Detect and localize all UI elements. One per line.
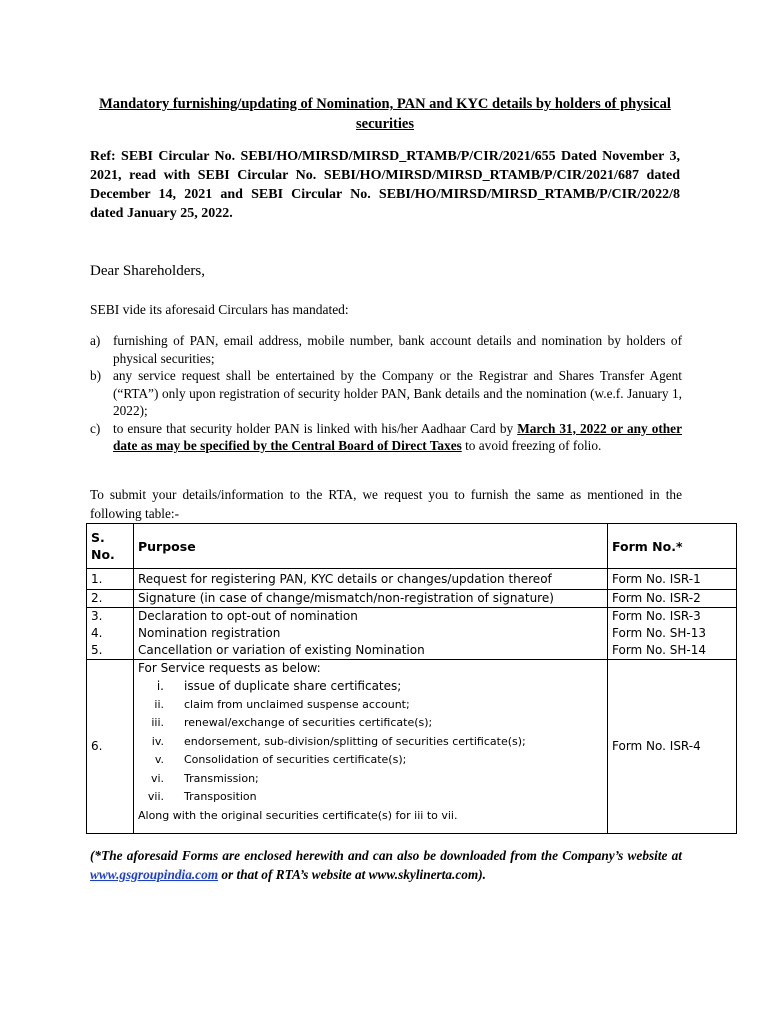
service-request-item	[138, 714, 603, 733]
row-purpose: Cancellation or variation of existing Nomination	[134, 642, 608, 660]
item-text: renewal/exchange of securities certificate(s);	[184, 716, 433, 729]
service-request-item	[138, 733, 603, 752]
service-requests-note: Along with the original securities certificate(s) for iii to vii.	[138, 808, 458, 822]
circular-reference: Ref: SEBI Circular No. SEBI/HO/MIRSD/MIRSD_RTAMB/P/CIR/2021/655 Dated November 3, 2021, read with SEBI Circular No. SEBI/HO/MIRSD/MIRSD_RTAMB/P/CIR/2021/687 dated December 14, 2021 and SEBI Circular No. SEBI/HO/MIRSD/MIRSD_RTAMB/P/CIR/2022/8 dated January 25, 2022.	[90, 149, 680, 221]
item-numeral: ii.	[154, 697, 164, 711]
item-text: issue of duplicate share certificates;	[184, 679, 402, 693]
service-request-item	[138, 677, 603, 696]
row-form: Form No. ISR-2	[608, 590, 737, 608]
list-item-text: to ensure that security holder PAN is linked with his/her Aadhaar Card by	[113, 420, 518, 436]
company-website-link[interactable]: www.gsgroupindia.com	[90, 867, 219, 882]
document-title: Mandatory furnishing/updating of Nomination, PAN and KYC details by holders of physical securities	[99, 96, 671, 132]
row-form: Form No. SH-14	[608, 642, 737, 660]
row-sno: 1.	[87, 569, 134, 590]
row-form: Form No. ISR-4	[608, 660, 737, 834]
row-form: Form No. SH-13	[608, 625, 737, 642]
list-item	[90, 332, 682, 367]
item-text: endorsement, sub-division/splitting of securities certificate(s);	[184, 734, 526, 748]
table-row	[87, 642, 737, 660]
item-text: Transmission;	[184, 771, 259, 785]
row-purpose: Signature (in case of change/mismatch/non-registration of signature)	[134, 590, 608, 608]
footnote-text: (*The aforesaid Forms are enclosed herewith and can also be downloaded from the Company’s website at	[90, 848, 682, 863]
row-sno: 5.	[87, 642, 134, 660]
list-marker: c)	[90, 420, 101, 436]
list-item-text: any service request shall be entertained by the Company or the Registrar and Shares Transfer Agent (“RTA”) only upon registration of security holder PAN, Bank details and the nomination (w.e.f. January 1, 2022);	[113, 368, 682, 418]
item-numeral: vi.	[150, 771, 164, 785]
list-marker: a)	[90, 333, 101, 348]
row-purpose: Nomination registration	[134, 625, 608, 642]
list-item-text: to avoid freezing of folio.	[461, 438, 602, 453]
intro-text: SEBI vide its aforesaid Circulars has mandated:	[90, 302, 349, 317]
item-numeral: vii.	[147, 790, 164, 803]
table-header-row	[87, 524, 737, 569]
row-form: Form No. ISR-1	[608, 569, 737, 590]
service-request-item	[138, 770, 603, 789]
footnote-text: or that of RTA’s website at www.skylinerta.com).	[218, 867, 486, 882]
deadline-emphasis: March 31, 2022 or any other date as may be specified by the Central Board of Direct Taxes	[113, 420, 682, 453]
header-purpose: Purpose	[134, 524, 608, 569]
header-sno: S. No.	[87, 524, 134, 569]
list-item	[90, 420, 682, 455]
header-form: Form No.*	[608, 524, 737, 569]
service-request-item	[138, 696, 603, 715]
mandate-list	[90, 332, 682, 455]
salutation: Dear Shareholders,	[90, 263, 205, 279]
submit-instructions: To submit your details/information to the RTA, we request you to furnish the same as mentioned in the following table:-	[90, 487, 682, 521]
forms-table	[86, 523, 737, 834]
row-sno: 6.	[87, 660, 134, 834]
row-sno: 3.	[87, 608, 134, 626]
table-row	[87, 608, 737, 626]
item-numeral: i.	[156, 679, 164, 693]
item-text: claim from unclaimed suspense account;	[184, 697, 410, 711]
list-item-text: furnishing of PAN, email address, mobile number, bank account details and nomination by holders of physical securities;	[113, 333, 682, 366]
table-row	[87, 569, 737, 590]
item-numeral: v.	[154, 753, 164, 766]
service-requests-lead: For Service requests as below:	[138, 661, 321, 675]
row-purpose: Declaration to opt-out of nomination	[134, 608, 608, 626]
service-request-item	[138, 751, 603, 770]
item-text: Consolidation of securities certificate(s);	[184, 753, 407, 766]
table-row	[87, 590, 737, 608]
row-sno: 2.	[87, 590, 134, 608]
table-row	[87, 625, 737, 642]
item-numeral: iii.	[151, 716, 164, 729]
row-sno: 4.	[87, 625, 134, 642]
list-item	[90, 367, 682, 420]
list-marker: b)	[90, 368, 102, 383]
item-text: Transposition	[184, 790, 257, 803]
service-request-item	[138, 788, 603, 807]
footnote	[90, 846, 682, 884]
table-row	[87, 660, 737, 834]
item-numeral: iv.	[151, 734, 164, 748]
row-purpose: Request for registering PAN, KYC details or changes/updation thereof	[134, 569, 608, 590]
row-form: Form No. ISR-3	[608, 608, 737, 626]
service-requests-cell	[134, 660, 608, 834]
